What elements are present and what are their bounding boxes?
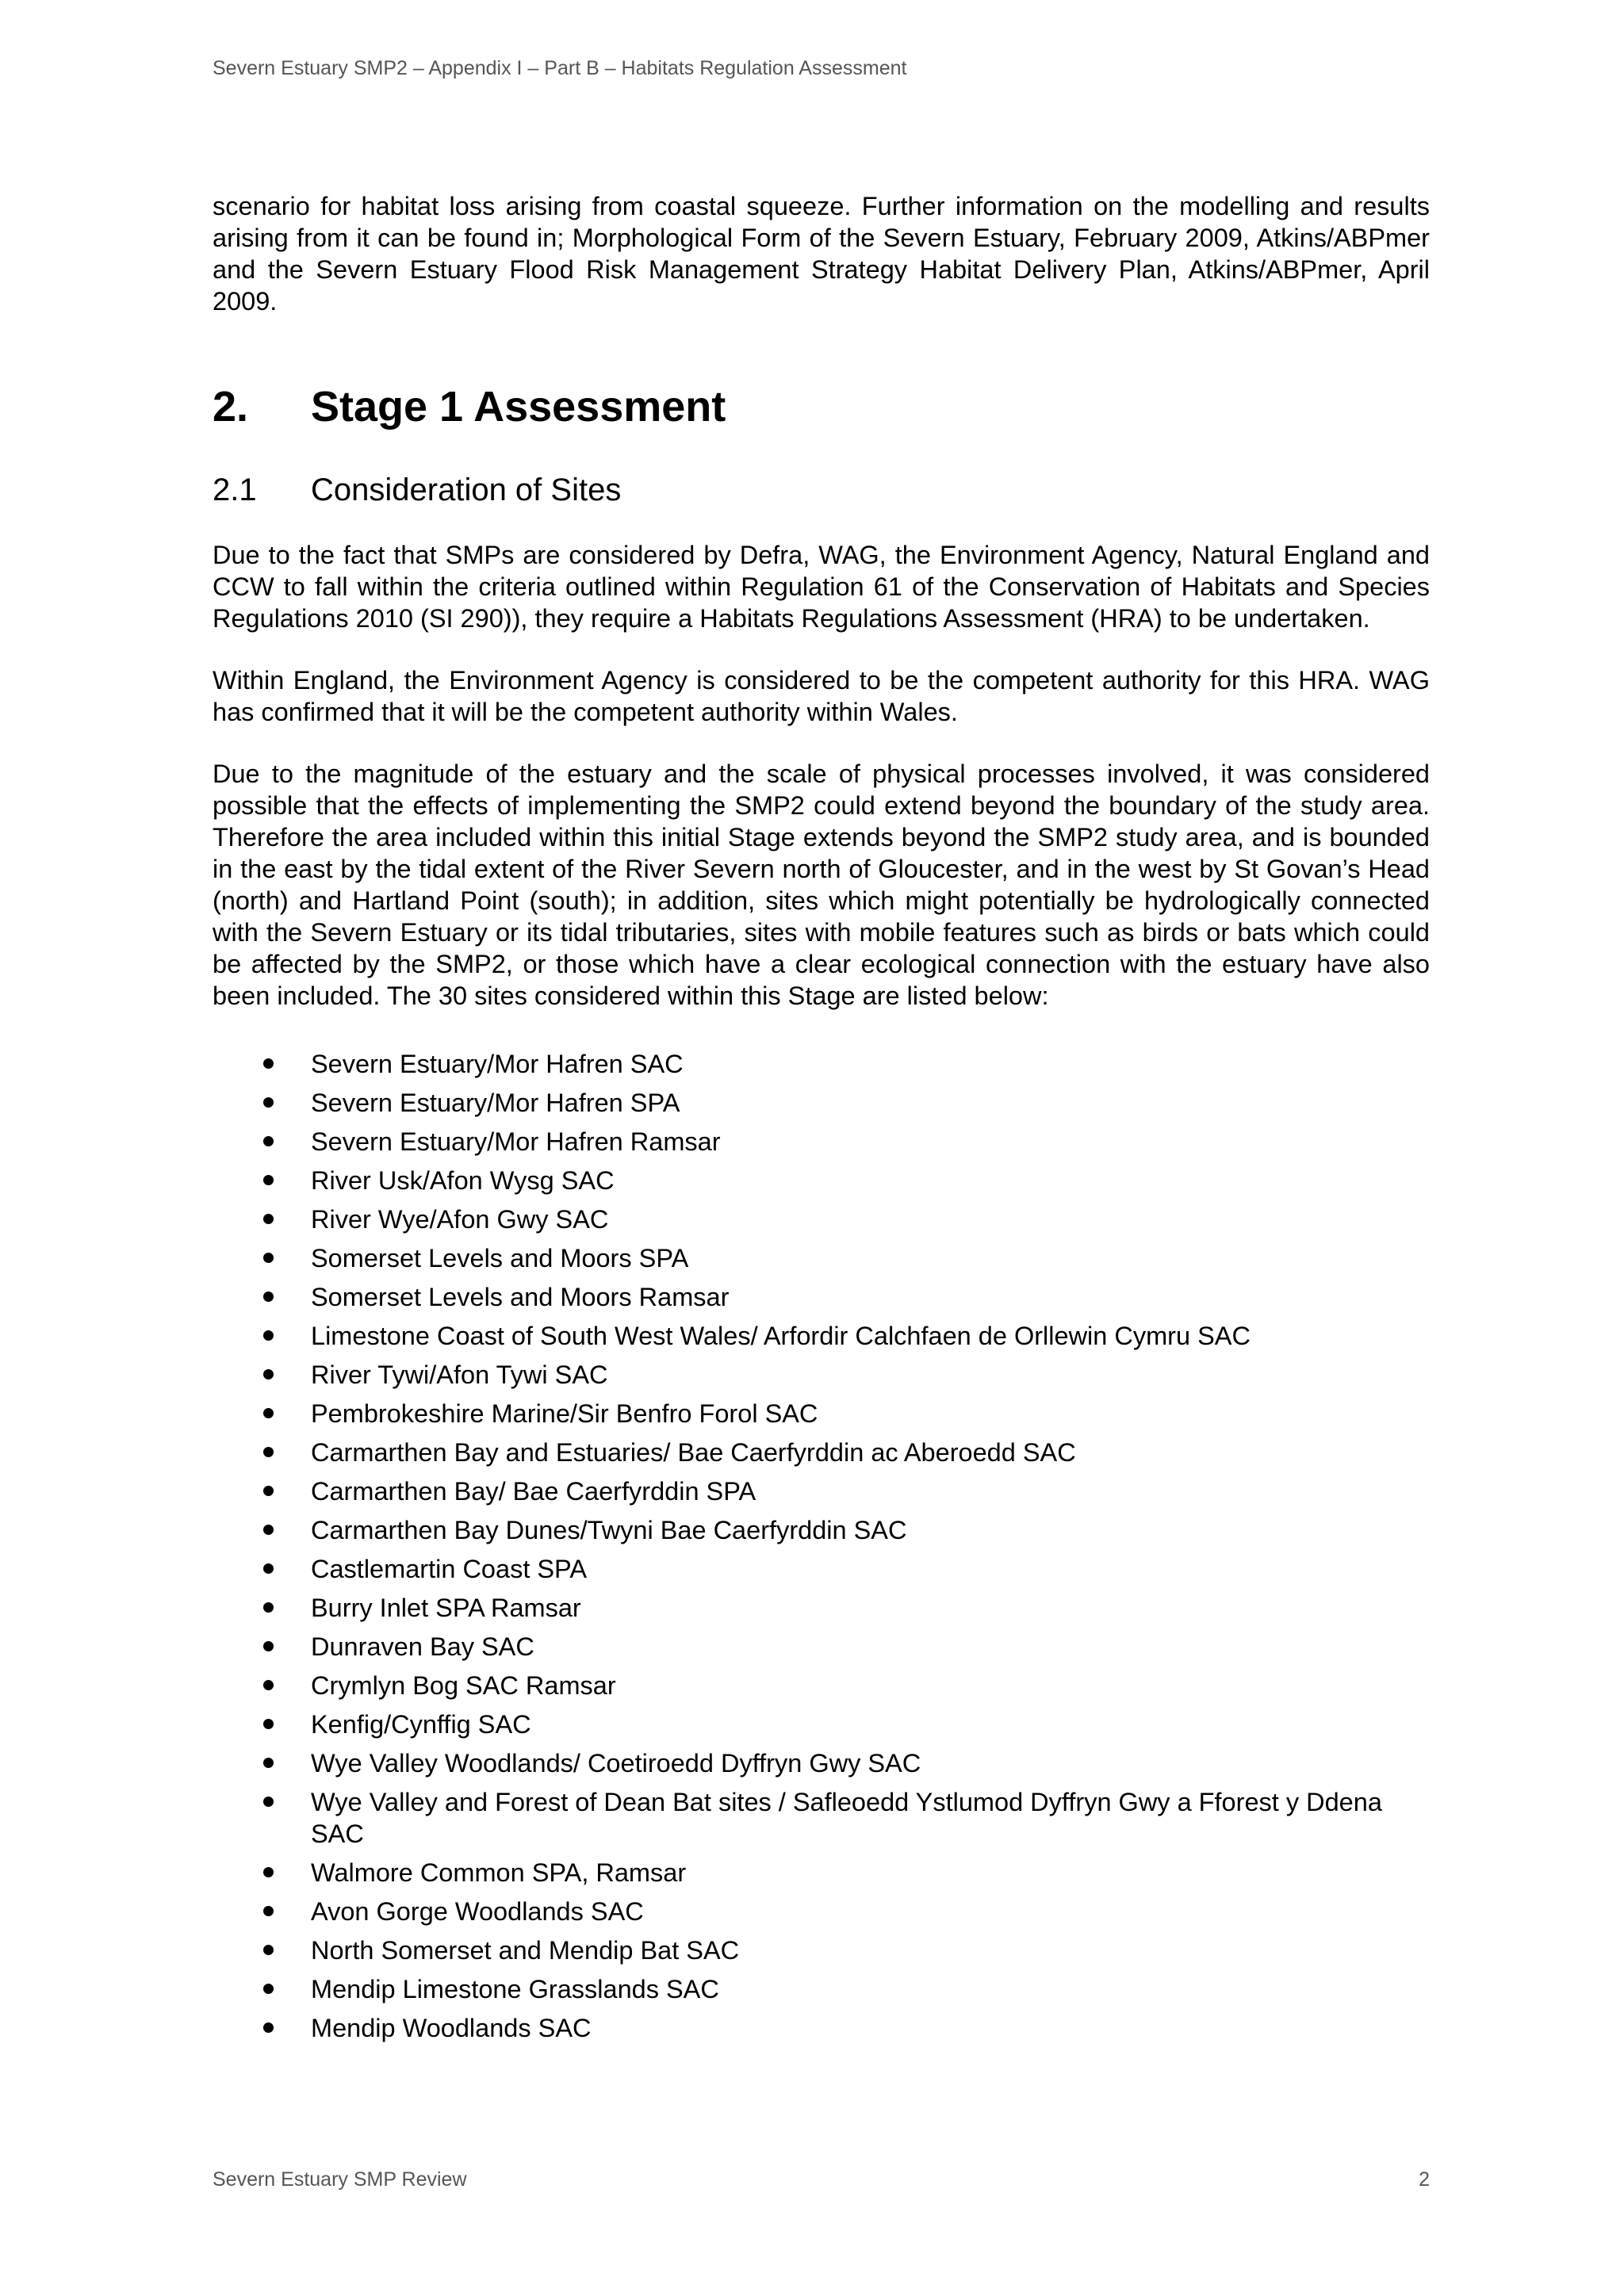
list-item: [213, 1437, 1430, 1468]
site-name: Severn Estuary/Mor Hafren SPA: [311, 1089, 680, 1117]
paragraph-competent-authority: Within England, the Environment Agency is considered to be the competent authority for this HRA. WAG has confirmed that it will be the competent authority within Wales.: [213, 666, 1430, 726]
subsection-number: 2.1: [213, 473, 257, 507]
site-name: Burry Inlet SPA Ramsar: [311, 1594, 581, 1622]
site-name: Carmarthen Bay Dunes/Twyni Bae Caerfyrddin SAC: [311, 1516, 907, 1544]
site-name: Avon Gorge Woodlands SAC: [311, 1897, 644, 1926]
bullet-icon: [263, 1945, 274, 1955]
bullet-icon: [263, 1214, 274, 1224]
list-item: [213, 1670, 1430, 1701]
bullet-icon: [263, 1758, 274, 1768]
section-heading: [213, 379, 1430, 434]
site-name: Dunraven Bay SAC: [311, 1632, 534, 1661]
list-item: [213, 1320, 1430, 1352]
bullet-icon: [263, 1369, 274, 1380]
list-item: [213, 1242, 1430, 1274]
site-name: River Tywi/Afon Tywi SAC: [311, 1360, 608, 1389]
paragraph-hra-requirement: Due to the fact that SMPs are considered by Defra, WAG, the Environment Agency, Natural England and CCW to fall within the criteria outlined within Regulation 61 of the Conservation of Habitats and Species Regulations 2010 (SI 290)), they require a Habitats Regulations Assessment (HRA) to be undertaken.: [213, 541, 1430, 633]
bullet-icon: [263, 1447, 274, 1457]
bullet-icon: [263, 1486, 274, 1496]
list-item: [213, 1896, 1430, 1927]
list-item: [213, 1087, 1430, 1119]
bullet-icon: [263, 1525, 274, 1535]
list-item: [213, 1857, 1430, 1888]
site-name: Wye Valley and Forest of Dean Bat sites / Safleoedd Ystlumod Dyffryn Gwy a Fforest y Ddena SAC: [311, 1788, 1382, 1848]
bullet-icon: [263, 2022, 274, 2033]
list-item: [213, 1048, 1430, 1080]
bullet-icon: [263, 1680, 274, 1690]
site-name: Mendip Limestone Grasslands SAC: [311, 1975, 719, 2003]
list-item: [213, 1165, 1430, 1196]
site-name: River Usk/Afon Wysg SAC: [311, 1166, 615, 1195]
bullet-icon: [263, 1292, 274, 1302]
list-item: [213, 1359, 1430, 1391]
section-number: 2.: [213, 383, 249, 430]
bullet-icon: [263, 1097, 274, 1108]
site-name: Castlemartin Coast SPA: [311, 1555, 587, 1583]
bullet-icon: [263, 1797, 274, 1807]
paragraph-study-area: Due to the magnitude of the estuary and the scale of physical processes involved, it was considered possible that the effects of implementing the SMP2 could extend beyond the boundary of the study area. Therefore the area included within this initial Stage extends beyond the SMP2 study area, and is bounded in the east by the tidal extent of the River Severn north of Gloucester, and in the west by St Govan’s Head (north) and Hartland Point (south); in addition, sites which might potentially be hydrologically connected with the Severn Estuary or its tidal tributaries, sites with mobile features such as birds or bats which could be affected by the SMP2, or those which have a clear ecological connection with the estuary have also been included. The 30 sites considered within this Stage are listed below:: [213, 760, 1430, 1010]
bullet-icon: [263, 1906, 274, 1916]
site-name: North Somerset and Mendip Bat SAC: [311, 1936, 740, 1965]
subsection-title: Consideration of Sites: [311, 473, 622, 507]
site-name: Carmarthen Bay/ Bae Caerfyrddin SPA: [311, 1477, 756, 1506]
bullet-icon: [263, 1984, 274, 1994]
site-name: Severn Estuary/Mor Hafren SAC: [311, 1050, 684, 1078]
list-item: [213, 1786, 1430, 1850]
bullet-icon: [263, 1602, 274, 1613]
site-name: Mendip Woodlands SAC: [311, 2014, 592, 2042]
site-name: Crymlyn Bog SAC Ramsar: [311, 1671, 616, 1700]
site-name: Pembrokeshire Marine/Sir Benfro Forol SAC: [311, 1399, 818, 1428]
intro-paragraph: scenario for habitat loss arising from coastal squeeze. Further information on the modelling and results arising from it can be found in; Morphological Form of the Severn Estuary, February 2009, Atkins/ABPmer and the Severn Estuary Flood Risk Management Strategy Habitat Delivery Plan, Atkins/ABPmer, April 2009.: [213, 192, 1430, 316]
section-title: Stage 1 Assessment: [311, 383, 726, 430]
list-item: [213, 1203, 1430, 1235]
list-item: [213, 1709, 1430, 1740]
site-name: Walmore Common SPA, Ramsar: [311, 1858, 687, 1887]
site-name: Carmarthen Bay and Estuaries/ Bae Caerfyrddin ac Aberoedd SAC: [311, 1438, 1076, 1467]
site-name: River Wye/Afon Gwy SAC: [311, 1205, 609, 1234]
list-item: [213, 1398, 1430, 1429]
list-item: [213, 1631, 1430, 1663]
site-name: Kenfig/Cynffig SAC: [311, 1710, 531, 1739]
bullet-icon: [263, 1719, 274, 1729]
bullet-icon: [263, 1253, 274, 1263]
page-footer: [213, 2168, 1430, 2191]
sites-list: [213, 1048, 1430, 2044]
site-name: Wye Valley Woodlands/ Coetiroedd Dyffryn Gwy SAC: [311, 1749, 921, 1777]
site-name: Somerset Levels and Moors Ramsar: [311, 1283, 730, 1311]
list-item: [213, 1553, 1430, 1585]
running-header: Severn Estuary SMP2 – Appendix I – Part B – Habitats Regulation Assessment: [213, 57, 907, 79]
bullet-icon: [263, 1641, 274, 1651]
list-item: [213, 1747, 1430, 1779]
list-item: [213, 1592, 1430, 1624]
site-name: Severn Estuary/Mor Hafren Ramsar: [311, 1127, 721, 1156]
list-item: [213, 1514, 1430, 1546]
bullet-icon: [263, 1408, 274, 1418]
list-item: [213, 1281, 1430, 1313]
footer-title: Severn Estuary SMP Review: [213, 2168, 467, 2191]
list-item: [213, 1475, 1430, 1507]
bullet-icon: [263, 1330, 274, 1341]
subsection-heading: [213, 469, 1430, 511]
site-name: Somerset Levels and Moors SPA: [311, 1244, 689, 1272]
site-name: Limestone Coast of South West Wales/ Arfordir Calchfaen de Orllewin Cymru SAC: [311, 1322, 1251, 1350]
page-content: [213, 190, 1430, 2051]
bullet-icon: [263, 1058, 274, 1069]
bullet-icon: [263, 1867, 274, 1877]
bullet-icon: [263, 1175, 274, 1185]
bullet-icon: [263, 1136, 274, 1146]
list-item: [213, 1973, 1430, 2005]
list-item: [213, 2012, 1430, 2044]
list-item: [213, 1126, 1430, 1158]
page-number: 2: [1419, 2168, 1430, 2191]
list-item: [213, 1934, 1430, 1966]
bullet-icon: [263, 1563, 274, 1574]
